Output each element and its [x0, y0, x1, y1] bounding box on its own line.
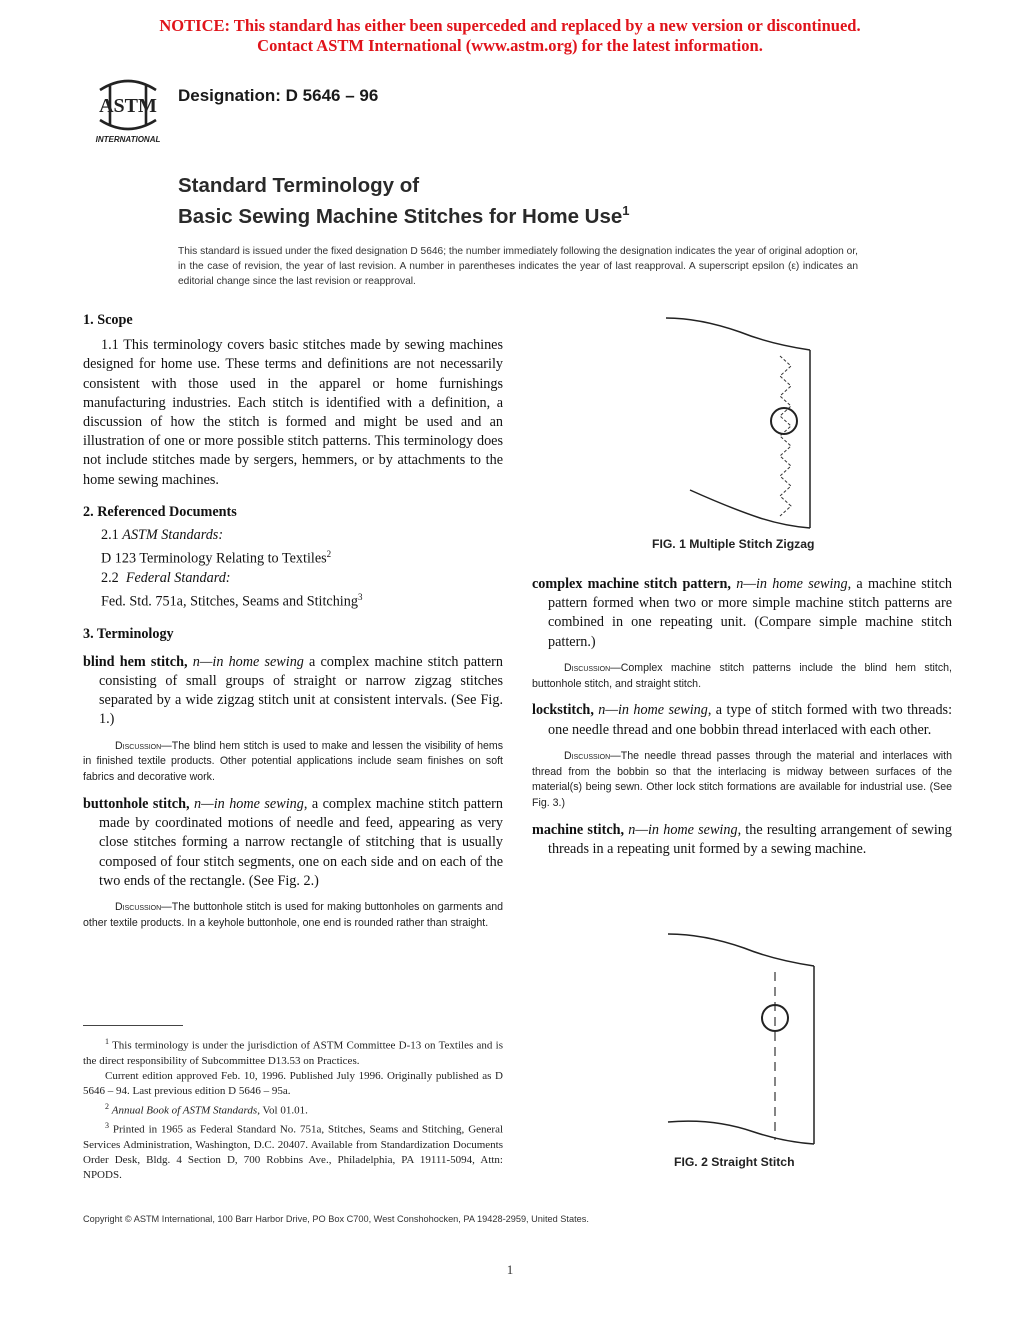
fn3-text: Printed in 1965 as Federal Standard No. 751a, Stitches, Seams and Stitching, General Services Administration, Washington, D.C. 20407. Available from Standardization Documents Order Desk, Bldg. 4 Section D, 700 Robbins Ave., Philadelphia, PA 19111-5094, Attn: NPODS.	[83, 1123, 504, 1181]
notice-line-2: Contact ASTM International (www.astm.org) for the latest information.	[257, 36, 763, 55]
fed-note: 3	[357, 591, 363, 602]
disc-text: —The buttonhole stitch is used for making buttonholes on garments and other textile products. In a keyhole buttonhole, one end is rounded rather than straight.	[83, 900, 503, 929]
term-complex-pos: n—in home sewing	[736, 576, 848, 592]
discussion-buttonhole	[83, 900, 503, 932]
figure-1-illustration	[660, 312, 820, 532]
footnote-rule	[83, 1025, 183, 1026]
d123-text: D 123 Terminology Relating to Textiles	[101, 550, 327, 567]
term-machine-stitch-pos: n—in home sewing	[628, 822, 738, 838]
term-machine-stitch	[532, 821, 952, 859]
astm-num: 2.1	[101, 527, 119, 544]
title-footnote-mark: 1	[622, 203, 630, 218]
disc-label: Discussion	[115, 739, 162, 752]
fabric-top-edge	[668, 934, 814, 966]
discussion-complex	[532, 661, 952, 693]
fn2-text: Annual Book of ASTM Standards	[111, 1104, 258, 1117]
fn3-mark: 3	[105, 1121, 109, 1131]
disc-label: Discussion	[115, 900, 162, 913]
disc-label: Discussion	[564, 661, 611, 674]
right-column	[532, 575, 952, 859]
term-complex-def: , a machine stitch pattern formed when two or more simple machine stitch patterns are combined in one repeating unit. (Compare simple machine stitch pattern.)	[548, 576, 953, 650]
footnote-1	[83, 1034, 503, 1069]
disc-text: —The blind hem stitch is used to make and lessen the visibility of hems in finished textile products. Other potential applications include seam finishes on soft fabrics and decorative work.	[83, 739, 503, 784]
issuance-note: This standard is issued under the fixed designation D 5646; the number immediately following the designation indicates the year of original adoption or, in the case of revision, the year of last revision. A number in parentheses indicates the year of last reapproval. A superscript epsilon (ε) indicates an editorial change since the last revision or reapproval.	[178, 246, 858, 287]
term-blind-hem-pos: n—in home sewing	[192, 653, 304, 670]
zigzag-stitch-line	[780, 356, 791, 516]
logo-international: INTERNATIONAL	[95, 135, 161, 144]
term-machine-stitch-def: , the resulting arrangement of sewing threads in a repeating unit formed by a sewing machine.	[548, 822, 952, 858]
fn1-mark: 1	[105, 1037, 109, 1046]
document-title	[178, 173, 630, 229]
disc-text: —The needle thread passes through the material and interlaces with thread from the bobbin so that the interlacing is midway between surfaces of the material(s) being sewn. Other lock stitch formations are available for industrial use. (See Fig. 3.)	[532, 749, 952, 810]
fed-std-text: Fed. Std. 751a, Stitches, Seams and Stitching	[101, 593, 358, 610]
federal-num: 2.2	[101, 569, 119, 586]
federal-label: Federal Standard:	[125, 569, 231, 586]
ref-d123	[83, 545, 503, 569]
term-buttonhole-name: buttonhole stitch,	[83, 795, 190, 812]
term-machine-stitch-name: machine stitch,	[532, 822, 625, 838]
copyright: Copyright © ASTM International, 100 Barr Harbor Drive, PO Box C700, West Conshohocken, PA 19428-2959, United States.	[83, 1214, 589, 1224]
term-lockstitch	[532, 701, 952, 739]
terminology-heading: 3. Terminology	[83, 625, 174, 642]
astm-logo	[86, 76, 170, 146]
term-lockstitch-pos: n—in home sewing	[598, 702, 708, 719]
title-line-1: Standard Terminology of	[178, 174, 420, 197]
notice-line-1: NOTICE: This standard has either been superceded and replaced by a new version or discontinued.	[159, 16, 861, 35]
fabric-top-edge	[666, 318, 810, 350]
supersede-notice	[0, 16, 1020, 56]
fn2-mark: 2	[105, 1101, 109, 1111]
scope-heading: 1. Scope	[83, 312, 133, 328]
needle-position-marker	[771, 408, 797, 434]
fig2-caption: FIG. 2 Straight Stitch	[674, 1155, 795, 1169]
fig1-caption: FIG. 1 Multiple Stitch Zigzag	[652, 537, 815, 551]
footnote-1b: Current edition approved Feb. 10, 1996. Published July 1996. Originally published as D 5646 – 94. Last previous edition D 5646 – 95a.	[83, 1069, 503, 1097]
fabric-bottom-edge	[690, 490, 810, 528]
discussion-blind-hem	[83, 739, 503, 786]
fn2-vol: , Vol 01.01.	[257, 1104, 308, 1117]
term-blind-hem-name: blind hem stitch,	[83, 653, 188, 670]
footnote-3	[83, 1118, 503, 1183]
discussion-lockstitch	[532, 749, 952, 812]
left-column	[83, 311, 503, 932]
designation: Designation: D 5646 – 96	[178, 86, 379, 105]
term-buttonhole	[83, 795, 503, 891]
title-line-2	[178, 198, 630, 229]
disc-label: Discussion	[564, 749, 611, 762]
term-buttonhole-def: , a complex machine stitch pattern made by coordinated motions of needle and feed, appearing as very close stitches forming a narrow rectangle of stitching that is usually composed of four stitch segments, one on each side and on each of the two ends of the rectangle. (See Fig. 2.)	[99, 795, 503, 889]
term-lockstitch-name: lockstitch,	[532, 702, 594, 719]
term-blind-hem	[83, 653, 503, 730]
figure-2-illustration	[664, 928, 824, 1150]
term-complex-name: complex machine stitch pattern,	[532, 576, 731, 592]
term-buttonhole-pos: n—in home sewing	[194, 795, 304, 812]
ref-fed-std	[83, 588, 503, 612]
footnote-2	[83, 1099, 503, 1119]
d123-note: 2	[326, 549, 332, 560]
logo-letters: ASTM	[99, 95, 157, 117]
astm-label: ASTM Standards:	[122, 527, 224, 544]
term-complex	[532, 575, 952, 652]
federal-standard-label	[83, 569, 503, 588]
page-number: 1	[506, 1262, 514, 1277]
referenced-heading: 2. Referenced Documents	[83, 503, 237, 520]
title-line-2-text: Basic Sewing Machine Stitches for Home Use	[178, 204, 623, 228]
scope-text: 1.1 This terminology covers basic stitches made by sewing machines designed for home use. These terms and definitions are not necessarily consistent with those used in the apparel or home furnishings manufacturing industries. Each stitch is identified with a definition, a discussion of how the stitch is formed and might be used and an illustration of one or more possible stitch patterns. This terminology does not include stitches made by sergers, hemmers, or by attachments to the home sewing machines.	[83, 337, 503, 488]
fn1-text: This terminology is under the jurisdiction of ASTM Committee D-13 on Textiles and is the direct responsibility of Subcommittee D13.53 on Practices.	[83, 1039, 503, 1067]
term-lockstitch-def: , a type of stitch formed with two threads: one needle thread and one bobbin thread interlaced with each other.	[548, 702, 953, 738]
term-blind-hem-def: a complex machine stitch pattern consisting of small groups of straight or narrow zigzag stitches separated by a wide zigzag stitch unit at consistent intervals. (See Fig. 1.)	[99, 653, 503, 728]
astm-standards-label	[83, 526, 503, 545]
footnotes	[83, 1034, 503, 1183]
disc-text: —Complex machine stitch patterns include the blind hem stitch, buttonhole stitch, and straight stitch.	[532, 661, 952, 690]
fabric-bottom-edge	[668, 1121, 814, 1144]
